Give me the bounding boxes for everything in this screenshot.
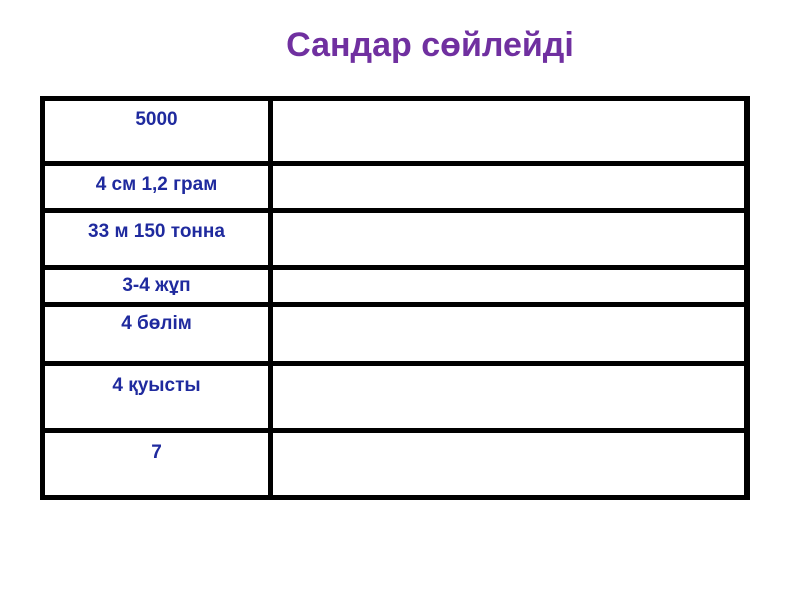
- table-row-label: 33 м 150 тонна: [45, 213, 268, 265]
- table-row-label: 4 см 1,2 грам: [45, 166, 268, 208]
- answer-cell[interactable]: [273, 307, 744, 361]
- answer-cell[interactable]: [273, 101, 744, 161]
- answer-cell[interactable]: [273, 270, 744, 302]
- table-row-label: 3-4 жұп: [45, 270, 268, 302]
- answer-cell[interactable]: [273, 166, 744, 208]
- table-row-label: 4 бөлім: [45, 307, 268, 361]
- table-row-label: 7: [45, 433, 268, 495]
- answer-cell[interactable]: [273, 366, 744, 428]
- answer-cell[interactable]: [273, 213, 744, 265]
- table-row-label: 4 қуысты: [45, 366, 268, 428]
- slide-title: Сандар сөйлейді: [286, 26, 574, 64]
- answer-cell[interactable]: [273, 433, 744, 495]
- table-row-label: 5000: [45, 101, 268, 161]
- numbers-table: [40, 96, 750, 500]
